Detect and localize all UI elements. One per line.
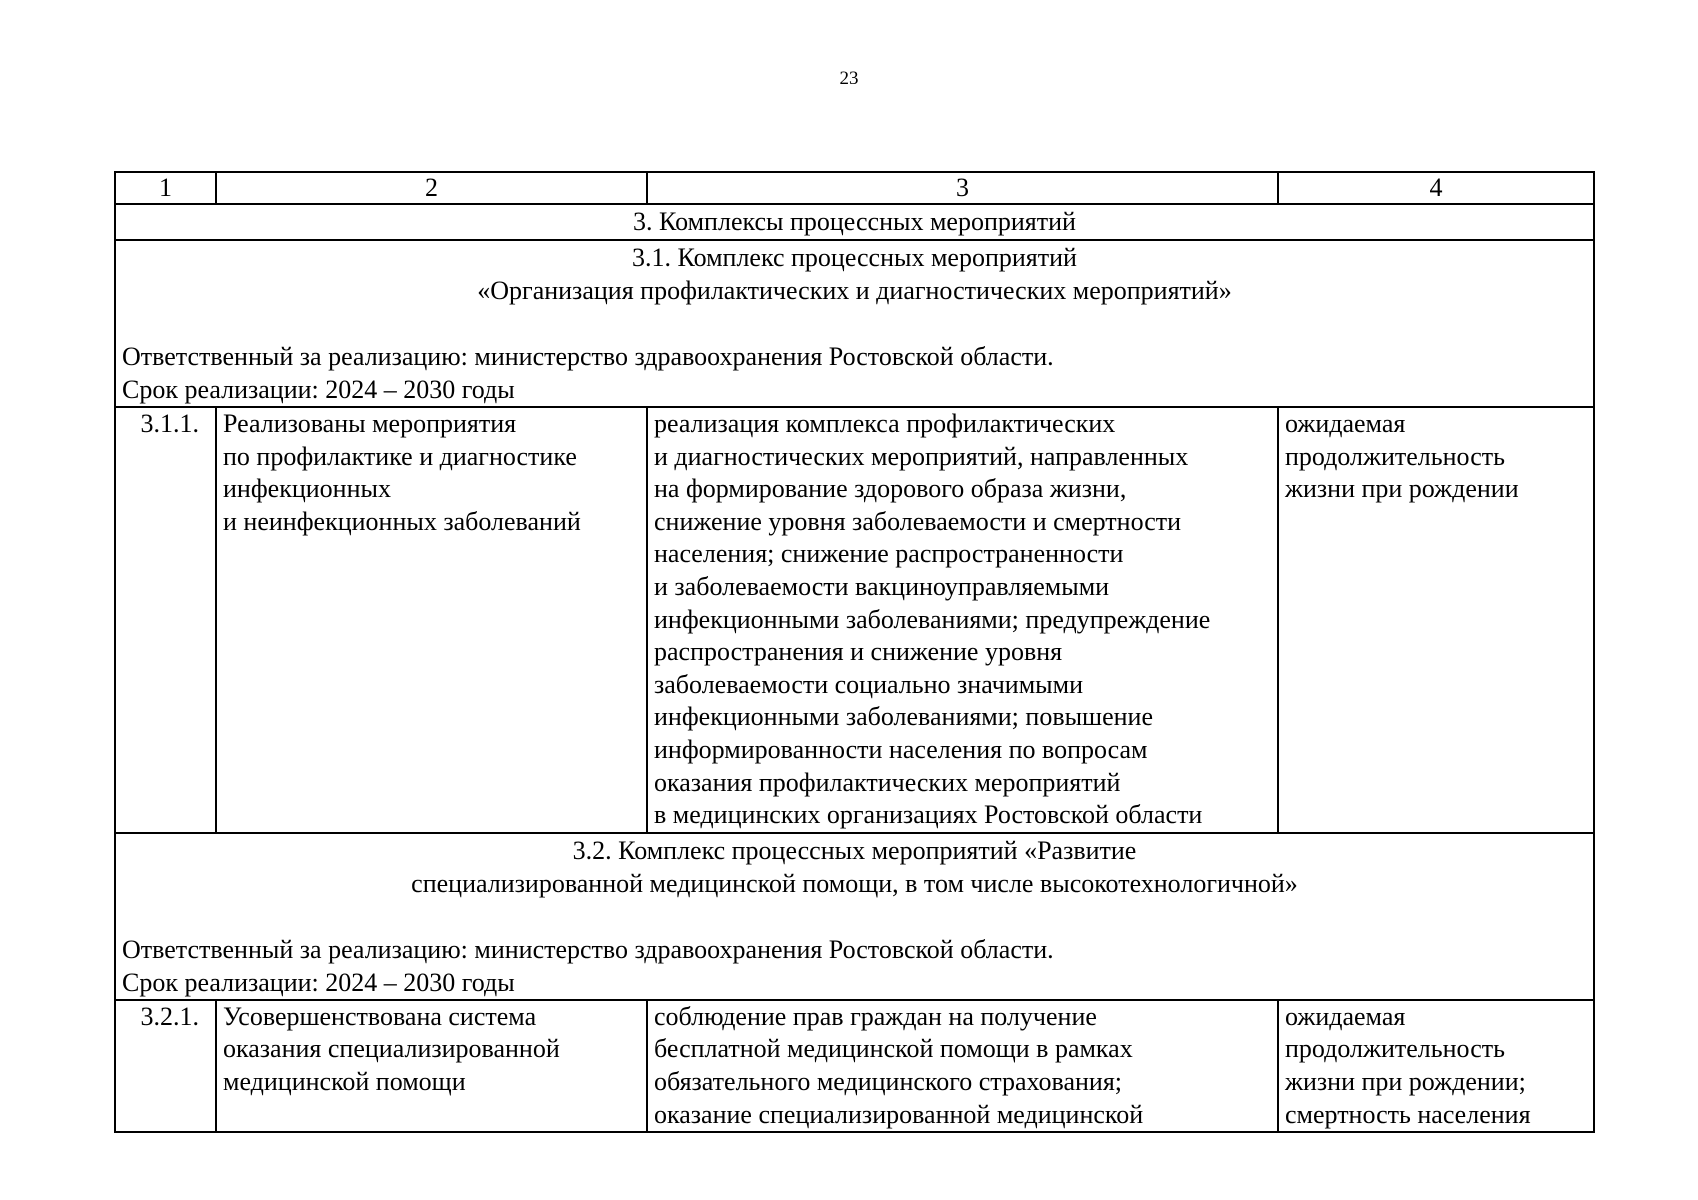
- indicator-line: жизни при рождении: [1285, 474, 1519, 504]
- subsection-header-row: [115, 240, 1594, 407]
- task-cell: [216, 1000, 647, 1132]
- subsection-title-line: «Организация профилактических и диагностических мероприятий»: [477, 276, 1232, 305]
- subsection-title-line: 3.2. Комплекс процессных мероприятий «Развитие: [572, 835, 1137, 865]
- section-title: 3. Комплексы процессных мероприятий: [115, 204, 1594, 240]
- spacer: [122, 307, 1587, 340]
- indicator-line: жизни при рождении;: [1285, 1066, 1526, 1096]
- description-line: соблюдение прав граждан на получение: [654, 1001, 1097, 1031]
- task-line: Реализованы мероприятия: [223, 409, 517, 438]
- subsection-header-row: [115, 833, 1594, 1000]
- description-line: инфекционными заболеваниями; предупреждение: [654, 604, 1211, 634]
- indicator-cell: [1278, 1000, 1594, 1132]
- row-number: 3.1.1.: [115, 407, 216, 833]
- column-number: 4: [1278, 172, 1594, 204]
- description-line: заболеваемости социально значимыми: [654, 669, 1083, 699]
- column-number: 3: [647, 172, 1278, 204]
- description-line: оказание специализированной медицинской: [654, 1099, 1144, 1129]
- column-number-row: [115, 172, 1594, 204]
- responsible-text: Ответственный за реализацию: министерство здравоохранения Ростовской области.: [122, 342, 1054, 371]
- task-line: медицинской помощи: [223, 1066, 466, 1096]
- task-line: и неинфекционных заболеваний: [223, 506, 581, 536]
- description-line: и заболеваемости вакциноуправляемыми: [654, 571, 1110, 601]
- description-line: реализация комплекса профилактических: [654, 409, 1116, 438]
- subsection-header-3-2: [115, 833, 1594, 1000]
- indicator-cell: [1278, 407, 1594, 833]
- task-cell: [216, 407, 647, 833]
- task-line: инфекционных: [223, 474, 391, 504]
- description-line: на формирование здорового образа жизни,: [654, 474, 1127, 504]
- description-line: информированности населения по вопросам: [654, 734, 1148, 764]
- table-row: [115, 407, 1594, 833]
- table-row: [115, 1000, 1594, 1132]
- description-line: снижение уровня заболеваемости и смертности: [654, 506, 1182, 536]
- term-text: Срок реализации: 2024 – 2030 годы: [122, 967, 515, 997]
- description-line: обязательного медицинского страхования;: [654, 1066, 1122, 1096]
- task-line: Усовершенствована система: [223, 1001, 537, 1031]
- indicator-line: ожидаемая: [1285, 1001, 1406, 1031]
- description-cell: [647, 407, 1278, 833]
- subsection-title-line: 3.1. Комплекс процессных мероприятий: [632, 243, 1077, 272]
- row-number: 3.2.1.: [115, 1000, 216, 1132]
- task-line: по профилактике и диагностике: [223, 441, 577, 471]
- indicator-line: смертность населения: [1285, 1099, 1531, 1129]
- description-line: оказания профилактических мероприятий: [654, 767, 1121, 797]
- measures-table: [114, 171, 1595, 1133]
- spacer: [122, 900, 1587, 933]
- description-line: населения; снижение распространенности: [654, 539, 1124, 569]
- subsection-header-3-1: [115, 240, 1594, 407]
- page-number: 23: [839, 68, 859, 89]
- indicator-line: продолжительность: [1285, 441, 1505, 471]
- section-header-row: [115, 204, 1594, 240]
- description-line: инфекционными заболеваниями; повышение: [654, 702, 1153, 732]
- column-number: 2: [216, 172, 647, 204]
- description-cell: [647, 1000, 1278, 1132]
- description-line: распространения и снижение уровня: [654, 637, 1063, 667]
- description-line: в медицинских организациях Ростовской области: [654, 800, 1203, 830]
- indicator-line: продолжительность: [1285, 1034, 1505, 1064]
- responsible-text: Ответственный за реализацию: министерство здравоохранения Ростовской области.: [122, 934, 1054, 964]
- indicator-line: ожидаемая: [1285, 409, 1406, 438]
- column-number: 1: [115, 172, 216, 204]
- description-line: и диагностических мероприятий, направленных: [654, 441, 1189, 471]
- task-line: оказания специализированной: [223, 1034, 560, 1064]
- subsection-title-line: специализированной медицинской помощи, в том числе высокотехнологичной»: [411, 868, 1298, 898]
- description-line: бесплатной медицинской помощи в рамках: [654, 1034, 1133, 1064]
- term-text: Срок реализации: 2024 – 2030 годы: [122, 375, 515, 404]
